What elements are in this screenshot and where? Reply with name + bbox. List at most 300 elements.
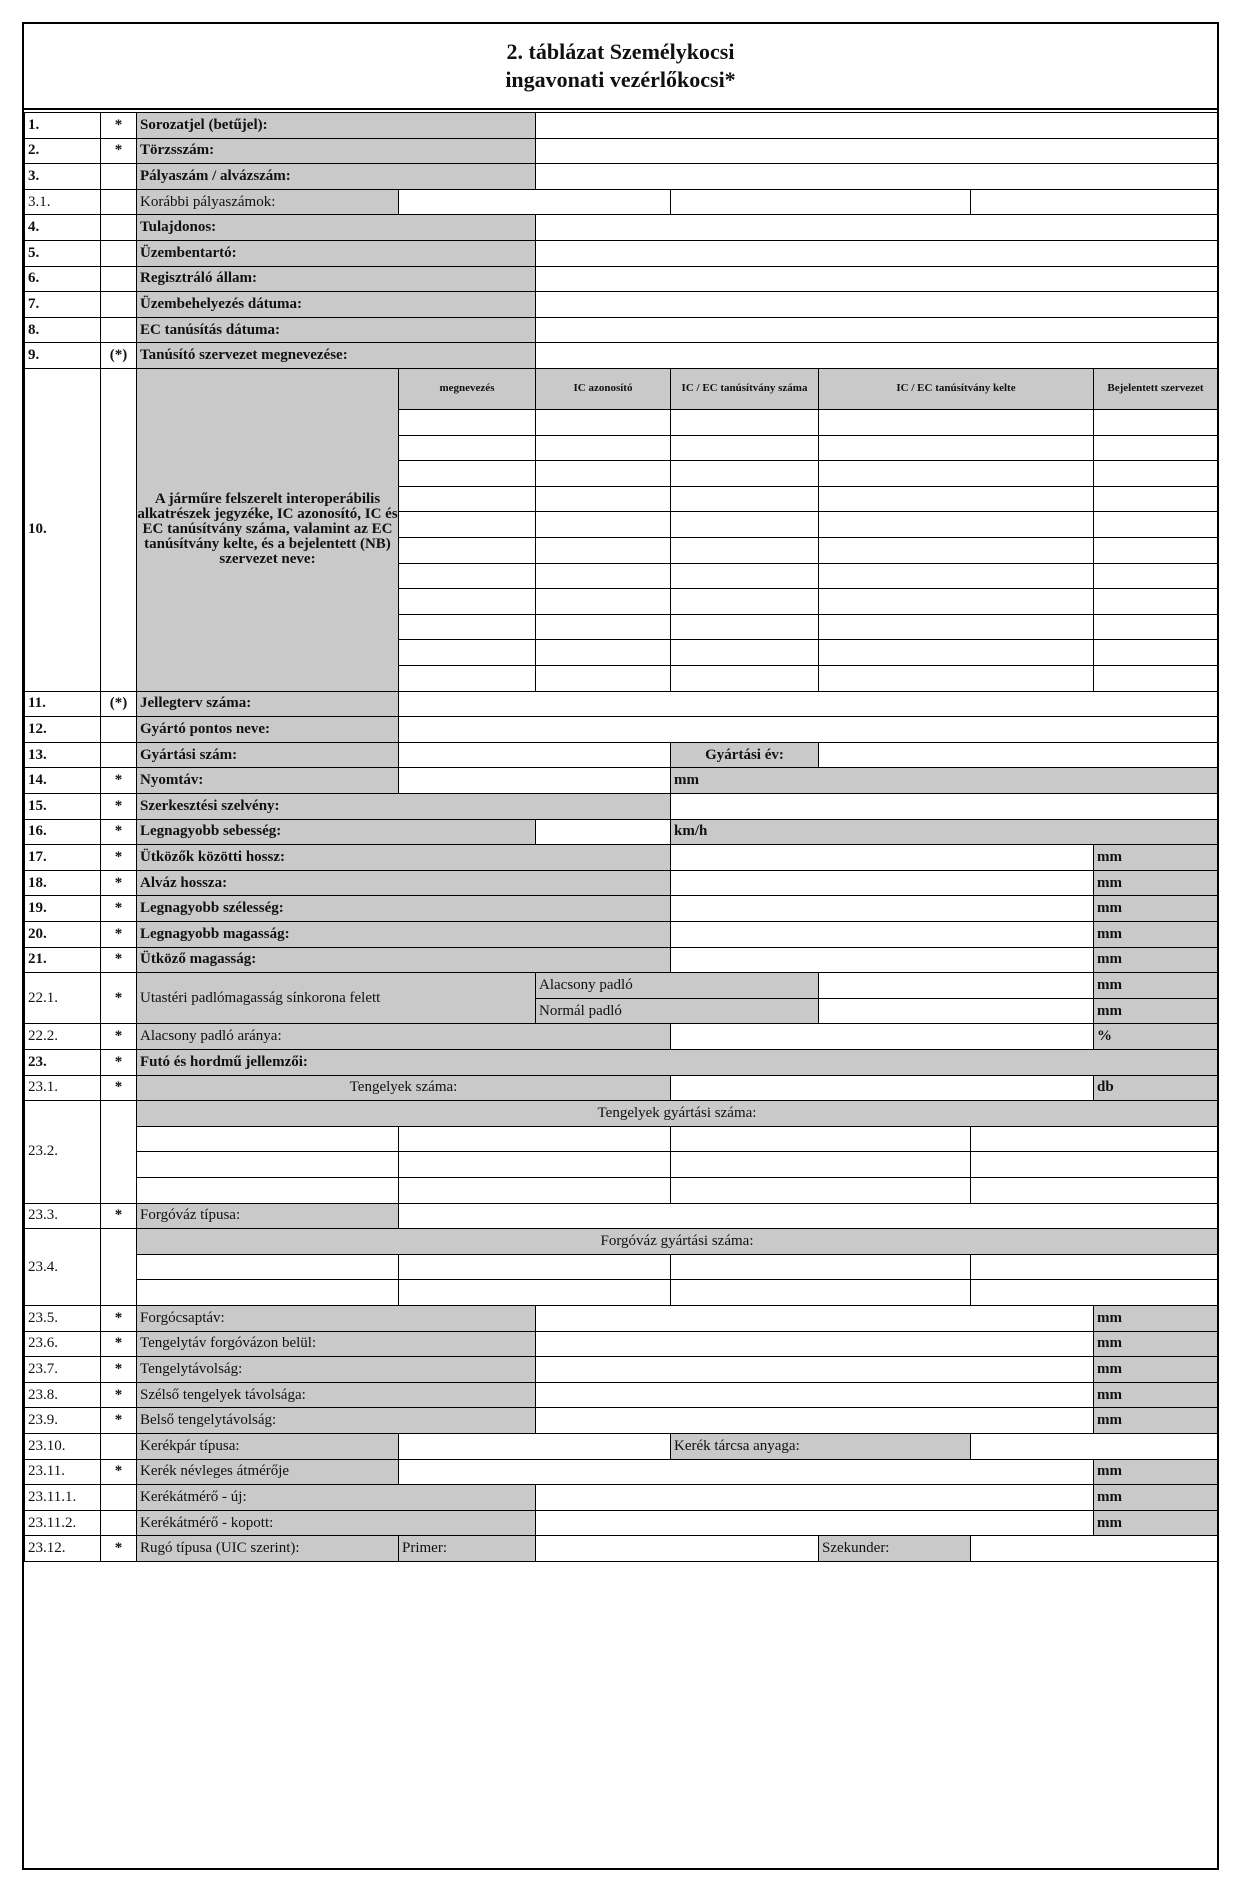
required-mark [100, 368, 137, 692]
ic-table-cell[interactable] [1093, 665, 1218, 692]
ic-table-cell[interactable] [535, 460, 671, 487]
field-label-text: Legnagyobb magasság: [140, 925, 290, 942]
ic-table-cell[interactable] [670, 665, 819, 692]
row-number-text: 23.11.1. [28, 1488, 77, 1505]
label-alacsony-padlo [535, 972, 819, 999]
required-mark-text: * [114, 989, 123, 1006]
field-label-text: Korábbi pályaszámok: [140, 193, 276, 210]
row-number [24, 342, 101, 369]
input-field[interactable] [535, 291, 1218, 318]
unit-mm [1093, 1484, 1218, 1511]
field-label [136, 189, 399, 216]
input-field[interactable] [670, 1126, 971, 1153]
row-number [24, 1023, 101, 1050]
required-mark-text: * [114, 925, 123, 942]
input-field[interactable] [818, 742, 1218, 769]
column-header-text: IC azonosító [573, 382, 633, 395]
ic-table-cell[interactable] [670, 537, 819, 564]
input-field[interactable] [535, 1305, 1094, 1332]
input-field[interactable] [535, 819, 671, 846]
column-header [535, 368, 671, 410]
row-number [24, 1356, 101, 1383]
ic-table-cell[interactable] [398, 614, 536, 641]
row-number-text: 23.11. [28, 1463, 65, 1480]
field-label [136, 793, 671, 820]
unit-mm-text: mm [1097, 1412, 1122, 1429]
unit-mm-text: mm [1097, 976, 1122, 993]
column-header-text: Bejelentett szervezet [1107, 382, 1204, 395]
field-label-text: Ütközők közötti hossz: [140, 848, 285, 865]
field-label-text: Utastéri padlómagasság sínkorona felett [140, 989, 381, 1006]
row-number-text: 5. [28, 244, 40, 261]
input-field[interactable] [970, 189, 1218, 216]
input-field[interactable] [535, 214, 1218, 241]
row-number-text: 23.6. [28, 1335, 58, 1352]
required-mark [100, 870, 137, 897]
row-number-text: 6. [28, 270, 40, 287]
unit-mm-text: mm [1097, 900, 1122, 917]
row-number-text: 12. [28, 720, 47, 737]
field-label-text: Legnagyobb sebesség: [140, 823, 282, 840]
field-label [136, 1356, 536, 1383]
label-kerek-tarcsa-text: Kerék tárcsa anyaga: [674, 1437, 800, 1454]
ic-table-cell[interactable] [670, 563, 819, 590]
input-field[interactable] [398, 767, 671, 794]
unit-mm-text: mm [1097, 1463, 1122, 1480]
field-label [136, 1382, 536, 1409]
field-label-text: Kerék névleges átmérője [140, 1463, 290, 1480]
input-field[interactable] [136, 1151, 399, 1178]
row-number [24, 1535, 101, 1562]
row-number [24, 1075, 101, 1102]
field-label [136, 691, 399, 718]
ic-table-cell[interactable] [535, 588, 671, 615]
ic-table-cell[interactable] [670, 460, 819, 487]
ic-table-cell[interactable] [670, 614, 819, 641]
field-label [136, 1100, 1218, 1127]
required-mark [100, 947, 137, 974]
unit-mm-text: mm [1097, 1309, 1122, 1326]
field-label-text: Gyártó pontos neve: [140, 720, 270, 737]
field-label [136, 716, 399, 743]
ic-table-cell[interactable] [535, 409, 671, 436]
field-label-text: Tengelyek száma: [349, 1079, 458, 1096]
required-mark [100, 1459, 137, 1486]
input-field[interactable] [970, 1177, 1218, 1204]
unit-mm [1093, 947, 1218, 974]
ic-table-cell[interactable] [535, 563, 671, 590]
row-number [24, 112, 101, 139]
required-mark [100, 1203, 137, 1230]
ic-table-cell[interactable] [1093, 614, 1218, 641]
input-field[interactable] [136, 1177, 399, 1204]
field-label [136, 1075, 671, 1102]
ic-table-cell[interactable] [670, 486, 819, 513]
required-mark [100, 317, 137, 344]
column-header [670, 368, 819, 410]
field-label [136, 1459, 399, 1486]
field-label [136, 742, 399, 769]
field-label [136, 1228, 1218, 1255]
input-field[interactable] [970, 1151, 1218, 1178]
row-number-text: 23.1. [28, 1079, 58, 1096]
ic-table-cell[interactable] [1093, 639, 1218, 666]
ic-table-cell[interactable] [1093, 563, 1218, 590]
ic-table-cell[interactable] [535, 486, 671, 513]
field-label [136, 112, 536, 139]
field-label-text: Tanúsító szervezet megnevezése: [140, 347, 348, 364]
input-field[interactable] [670, 1075, 1094, 1102]
input-field[interactable] [398, 1126, 671, 1153]
field-label-text: Kerékátmérő - új: [140, 1488, 247, 1505]
ic-table-cell[interactable] [1093, 511, 1218, 538]
input-field[interactable] [398, 742, 671, 769]
unit-mm [1093, 870, 1218, 897]
required-mark [100, 1407, 137, 1434]
row-number [24, 895, 101, 922]
row-number-text: 23.8. [28, 1386, 58, 1403]
required-mark-text: * [114, 1028, 123, 1045]
required-mark-text: * [114, 1053, 123, 1070]
ic-table-cell[interactable] [398, 511, 536, 538]
required-mark-text: * [114, 848, 123, 865]
required-mark-text: * [114, 1207, 123, 1224]
row-number-text: 23.3. [28, 1207, 58, 1224]
ic-table-cell[interactable] [818, 486, 1094, 513]
row-number [24, 1331, 101, 1358]
ic-table-cell[interactable] [1093, 460, 1218, 487]
input-field[interactable] [535, 163, 1218, 190]
required-mark [100, 1356, 137, 1383]
unit-mm-text: mm [1097, 848, 1122, 865]
row-number-text: 20. [28, 925, 47, 942]
row-number-text: 18. [28, 874, 47, 891]
field-label-text: Törzsszám: [140, 142, 215, 159]
field-label [136, 870, 671, 897]
required-mark [100, 240, 137, 267]
row-number [24, 742, 101, 769]
row-number-text: 1. [28, 116, 40, 133]
row-number [24, 1510, 101, 1537]
field-label [136, 1049, 1218, 1076]
input-field[interactable] [398, 189, 671, 216]
ic-table-cell[interactable] [398, 563, 536, 590]
field-label-text: EC tanúsítás dátuma: [140, 321, 281, 338]
row-number-text: 23. [28, 1053, 47, 1070]
field-label [136, 972, 536, 1024]
input-field[interactable] [670, 793, 1218, 820]
field-label-text: Üzembentartó: [140, 244, 237, 261]
row-number [24, 1100, 101, 1203]
required-mark-text: * [114, 142, 123, 159]
required-mark [100, 1535, 137, 1562]
input-field[interactable] [535, 1510, 1094, 1537]
row-number [24, 317, 101, 344]
unit-mm [1093, 895, 1218, 922]
required-mark-text: * [114, 1335, 123, 1352]
row-number-text: 9. [28, 347, 40, 364]
ic-table-cell[interactable] [398, 486, 536, 513]
label-szekunder-text: Szekunder: [822, 1540, 890, 1557]
label-gyartasi-ev-text: Gyártási év: [705, 746, 784, 763]
input-field[interactable] [535, 266, 1218, 293]
input-field[interactable] [670, 189, 971, 216]
input-field[interactable] [970, 1279, 1218, 1306]
input-field[interactable] [670, 870, 1094, 897]
row-number [24, 138, 101, 165]
input-field[interactable] [398, 1459, 1094, 1486]
ic-table-cell[interactable] [818, 537, 1094, 564]
input-field[interactable] [970, 1126, 1218, 1153]
unit-mm [1093, 972, 1218, 999]
required-mark [100, 921, 137, 948]
ic-table-cell[interactable] [818, 665, 1094, 692]
required-mark-text: * [114, 1412, 123, 1429]
input-field[interactable] [970, 1254, 1218, 1281]
required-mark-text: * [114, 116, 123, 133]
row-number [24, 870, 101, 897]
column-header-text: IC / EC tanúsítvány száma [681, 382, 808, 395]
row-number [24, 368, 101, 692]
ic-table-cell[interactable] [535, 511, 671, 538]
input-field[interactable] [670, 947, 1094, 974]
row-number [24, 767, 101, 794]
row-number [24, 266, 101, 293]
input-field[interactable] [670, 1151, 971, 1178]
row-number-text: 23.11.2. [28, 1514, 77, 1531]
ic-table-cell[interactable] [398, 460, 536, 487]
field-label [136, 1535, 399, 1562]
column-header [1093, 368, 1218, 410]
input-field[interactable] [398, 716, 1218, 743]
ic-table-cell[interactable] [398, 409, 536, 436]
label-gyartasi-ev [670, 742, 819, 769]
unit-mm-text: mm [1097, 1514, 1122, 1531]
ic-table-cell[interactable] [818, 460, 1094, 487]
ic-table-cell[interactable] [670, 435, 819, 462]
row-number [24, 1484, 101, 1511]
ic-table-cell[interactable] [535, 614, 671, 641]
required-mark-text: * [114, 797, 123, 814]
row-number [24, 291, 101, 318]
row-number-text: 23.12. [28, 1540, 66, 1557]
ic-table-cell[interactable] [818, 511, 1094, 538]
input-field[interactable] [670, 1023, 1094, 1050]
ic-table-cell[interactable] [670, 511, 819, 538]
row-number-text: 22.2. [28, 1028, 58, 1045]
field-label [136, 1433, 399, 1460]
row-number [24, 189, 101, 216]
unit-kmh-text: km/h [674, 823, 708, 840]
input-field[interactable] [398, 691, 1218, 718]
ic-table-cell[interactable] [670, 639, 819, 666]
field-label [136, 895, 671, 922]
required-mark [100, 819, 137, 846]
field-label [136, 844, 671, 871]
input-field[interactable] [136, 1126, 399, 1153]
required-mark [100, 1100, 137, 1203]
input-field[interactable] [670, 1254, 971, 1281]
title-line-2: ingavonati vezérlőkocsi* [505, 67, 736, 92]
row-number [24, 819, 101, 846]
input-field[interactable] [818, 972, 1094, 999]
ic-table-cell[interactable] [398, 639, 536, 666]
field-label [136, 266, 536, 293]
input-field[interactable] [535, 240, 1218, 267]
input-field[interactable] [670, 921, 1094, 948]
input-field[interactable] [818, 998, 1094, 1025]
row-number [24, 793, 101, 820]
required-mark-text: (*) [109, 695, 128, 712]
label-szekunder [818, 1535, 971, 1562]
required-mark [100, 163, 137, 190]
ic-table-cell[interactable] [535, 665, 671, 692]
ic-table-cell[interactable] [1093, 409, 1218, 436]
input-field[interactable] [670, 1279, 971, 1306]
ic-table-cell[interactable] [398, 537, 536, 564]
required-mark-text: * [114, 1309, 123, 1326]
field-label-text: Szerkesztési szelvény: [140, 797, 280, 814]
input-field[interactable] [670, 844, 1094, 871]
input-field[interactable] [535, 138, 1218, 165]
required-mark [100, 189, 137, 216]
field-label [136, 214, 536, 241]
required-mark [100, 342, 137, 369]
column-header-text: IC / EC tanúsítvány kelte [896, 382, 1016, 395]
field-label [136, 240, 536, 267]
ic-table-cell[interactable] [398, 665, 536, 692]
input-field[interactable] [535, 317, 1218, 344]
form-title [24, 24, 1217, 110]
ic-table-cell[interactable] [818, 614, 1094, 641]
required-mark-text: * [114, 874, 123, 891]
row-number [24, 1433, 101, 1460]
required-mark [100, 793, 137, 820]
input-field[interactable] [136, 1279, 399, 1306]
ic-table-cell[interactable] [670, 409, 819, 436]
input-field[interactable] [535, 1407, 1094, 1434]
field-label-text: Szélső tengelyek távolsága: [140, 1386, 306, 1403]
ic-table-cell[interactable] [1093, 537, 1218, 564]
field-label-text: Nyomtáv: [140, 772, 204, 789]
required-mark [100, 1049, 137, 1076]
ic-table-cell[interactable] [535, 537, 671, 564]
input-field[interactable] [535, 1535, 819, 1562]
ic-table-cell[interactable] [818, 588, 1094, 615]
row-number-text: 4. [28, 219, 40, 236]
ic-table-cell[interactable] [818, 435, 1094, 462]
unit-db [1093, 1075, 1218, 1102]
row-number [24, 240, 101, 267]
input-field[interactable] [535, 1356, 1094, 1383]
ic-table-cell[interactable] [535, 435, 671, 462]
column-header [818, 368, 1094, 410]
field-label [136, 138, 536, 165]
ic-table-cell[interactable] [1093, 435, 1218, 462]
input-field[interactable] [136, 1254, 399, 1281]
input-field[interactable] [398, 1177, 671, 1204]
required-mark [100, 214, 137, 241]
row-number-text: 22.1. [28, 989, 58, 1006]
field-label [136, 819, 536, 846]
row-number-text: 16. [28, 823, 47, 840]
input-field[interactable] [398, 1203, 1218, 1230]
unit-mm [1093, 844, 1218, 871]
row-number [24, 163, 101, 190]
row-number [24, 1459, 101, 1486]
row-number-text: 17. [28, 848, 47, 865]
required-mark [100, 767, 137, 794]
input-field[interactable] [535, 1331, 1094, 1358]
row-number [24, 1049, 101, 1076]
input-field[interactable] [398, 1279, 671, 1306]
input-field[interactable] [398, 1254, 671, 1281]
unit-percent-text: % [1097, 1028, 1112, 1045]
required-mark [100, 844, 137, 871]
input-field[interactable] [535, 1484, 1094, 1511]
required-mark-text: * [114, 1079, 123, 1096]
ic-table-cell[interactable] [818, 639, 1094, 666]
ic-table-cell[interactable] [1093, 588, 1218, 615]
unit-db-text: db [1097, 1079, 1114, 1096]
input-field[interactable] [670, 1177, 971, 1204]
field-label-text: Forgóváz gyártási száma: [600, 1232, 754, 1249]
field-label [136, 291, 536, 318]
unit-mm-text: mm [674, 772, 699, 789]
ic-table-cell[interactable] [670, 588, 819, 615]
row-number-text: 23.4. [28, 1258, 58, 1275]
unit-mm-text: mm [1097, 1488, 1122, 1505]
field-label-text: Alacsony padló aránya: [140, 1028, 282, 1045]
field-label-text: Gyártási szám: [140, 746, 238, 763]
ic-table-cell[interactable] [535, 639, 671, 666]
ic-table-cell[interactable] [818, 563, 1094, 590]
field-label-text: Regisztráló állam: [140, 270, 258, 287]
ic-table-cell[interactable] [818, 409, 1094, 436]
row-number [24, 1203, 101, 1230]
ic-table-cell[interactable] [1093, 486, 1218, 513]
field-label [136, 1407, 536, 1434]
input-field[interactable] [970, 1535, 1218, 1562]
ic-table-cell[interactable] [398, 435, 536, 462]
input-field[interactable] [398, 1433, 671, 1460]
input-field[interactable] [535, 342, 1218, 369]
input-field[interactable] [398, 1151, 671, 1178]
required-mark [100, 1228, 137, 1306]
row-number [24, 921, 101, 948]
field-label-text: Kerékátmérő - kopott: [140, 1514, 274, 1531]
required-mark [100, 1075, 137, 1102]
required-mark-text: * [114, 1386, 123, 1403]
input-field[interactable] [535, 112, 1218, 139]
row-number-text: 7. [28, 295, 40, 312]
title-line-1: 2. táblázat Személykocsi [506, 39, 735, 64]
input-field[interactable] [970, 1433, 1218, 1460]
required-mark [100, 691, 137, 718]
required-mark-text: * [114, 1360, 123, 1377]
field-label-text: Belső tengelytávolság: [140, 1412, 277, 1429]
input-field[interactable] [670, 895, 1094, 922]
input-field[interactable] [535, 1382, 1094, 1409]
field-label-text: Tulajdonos: [140, 219, 217, 236]
unit-mm-text: mm [1097, 1360, 1122, 1377]
field-label [136, 1484, 536, 1511]
field-label-text: Alváz hossza: [140, 874, 228, 891]
row-number [24, 214, 101, 241]
field-label-text: Tengelyek gyártási száma: [597, 1104, 757, 1121]
ic-table-cell[interactable] [398, 588, 536, 615]
field-label [136, 342, 536, 369]
